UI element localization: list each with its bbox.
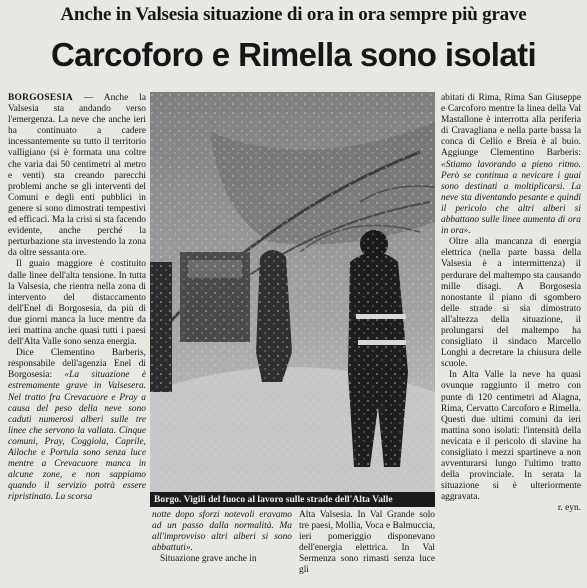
article-paragraph: Alta Valsesia. In Val Grande solo tre paesi, Mollia, Voca e Balmuccia, ieri pomeriggio disponevano dell'energia elettrica. In Val Sermenza sono rimasti senza luce gli xyxy=(299,510,435,576)
article-column-2 xyxy=(152,510,292,586)
article-paragraph xyxy=(8,93,146,259)
paragraph-text: — Anche la Valsesia sta andando verso l'emergenza. La neve che anche ieri ha continuato a cadere incessantemente su tutto il territorio valligiano (si è formata una coltre che varia dai 50 centimetri al metro e venti) sta creando parecchi problemi anche se gli interventi del Comuni e degli enti pubblici in genere si sono dimostrati tempestivi ed efficaci. Ma la crisi si sta facendo evidente, anche perché la perturbazione sta investendo la zona da oltre sessanta ore. xyxy=(8,93,146,259)
quote-text: notte dopo sforzi notevoli eravamo ad un passo dalla normalità. Ma all'improvviso altri alberi si sono abbattuti». xyxy=(152,510,292,554)
article-paragraph: In Alta Valle la neve ha quasi ovunque raggiunto il metro con punte di 120 centimetri ad Alagna, Rima, Cervatto Carcoforo e Rimella. Questi due ultimi comuni da ieri mattina sono isolati: l'intensità della nevicata e il pericolo di slavine ha consigliato i mezzi spartineve a non avventurarsi lungo l'ultimo tratto della provinciale. In serata la situazione si è ulteriormente aggravata. xyxy=(441,370,581,503)
article-kicker: Anche in Valsesia situazione di ora in ora sempre più grave xyxy=(60,4,527,25)
paragraph-text: abitati di Rima, Rima San Giuseppe e Carcoforo mentre la linea della Val Mastallone è interrotta alla periferia di Cravagliana e nella parte bassa la conca di Cellio e Breia è al buio. Aggiunge Clementino Barberis: xyxy=(441,93,581,159)
article-paragraph: Oltre alla mancanza di energia elettrica (nella parte bassa della Valsesia è a intermittenza) il perdurare del maltempo sta causando mille disagi. A Borgosesia nonostante il piano di sgombero delle strade si sia dimostrato all'altezza della situazione, il prolungarsi del maltempo ha consigliato il sindaco Marcello Longhi a decretare la chiusura delle scuole. xyxy=(441,237,581,370)
article-paragraph xyxy=(441,93,581,237)
article-column-1 xyxy=(8,93,146,585)
quote-text: «Stiamo lavorando a pieno ritmo. Però se continua a nevicare i guai sono destinati a moltiplicarsi. La neve sta diventando pesante e quindi il pericolo che altri alberi si abbattano sulle linee aumenta di ora in ora». xyxy=(441,159,581,237)
article-paragraph xyxy=(8,348,146,503)
author-signature: r. eyn. xyxy=(557,503,581,514)
article-column-3 xyxy=(299,510,435,586)
photo-caption: Borgo. Vigili del fuoco al lavoro sulle strade dell'Alta Valle xyxy=(150,492,435,507)
dateline: BORGOSESIA xyxy=(8,93,73,103)
article-column-4 xyxy=(441,93,581,585)
article-photo xyxy=(150,92,435,492)
snow-scene-illustration xyxy=(150,92,435,492)
article-paragraph: Il guaio maggiore è costituito dalle linee dell'alta tensione. In tutta la Valsesia, che rientra nella zona di intervento del distaccamento dell'Enel di Borgosesia, da più di due giorni manca la luce mentre da ieri mattina anche quasi tutti i paesi dell'Alta Valle sono senza energia. xyxy=(8,259,146,348)
article-paragraph xyxy=(152,510,292,554)
paragraph-text: Dice Clementino Barberis, responsabile dell'agenzia Enel di Borgosesia: xyxy=(8,348,146,381)
quote-text: «La situazione è estremamente grave in Valsesera. Nel tratto fra Crevacuore e Pray a causa del peso della neve sono caduti numerosi alberi sulle tre linee che servono la vallata. Cinque comuni, Pray, Coggiola, Caprile, Ailoche e Portula sono senza luce mentre a Crevacuore manca in alcune zone, e non sappiamo quando il servizio potrà essere ripristinato. La scorsa xyxy=(8,370,146,503)
article-headline: Carcoforo e Rimella sono isolati xyxy=(50,36,537,73)
article-paragraph: Situazione grave anche in xyxy=(160,554,257,565)
